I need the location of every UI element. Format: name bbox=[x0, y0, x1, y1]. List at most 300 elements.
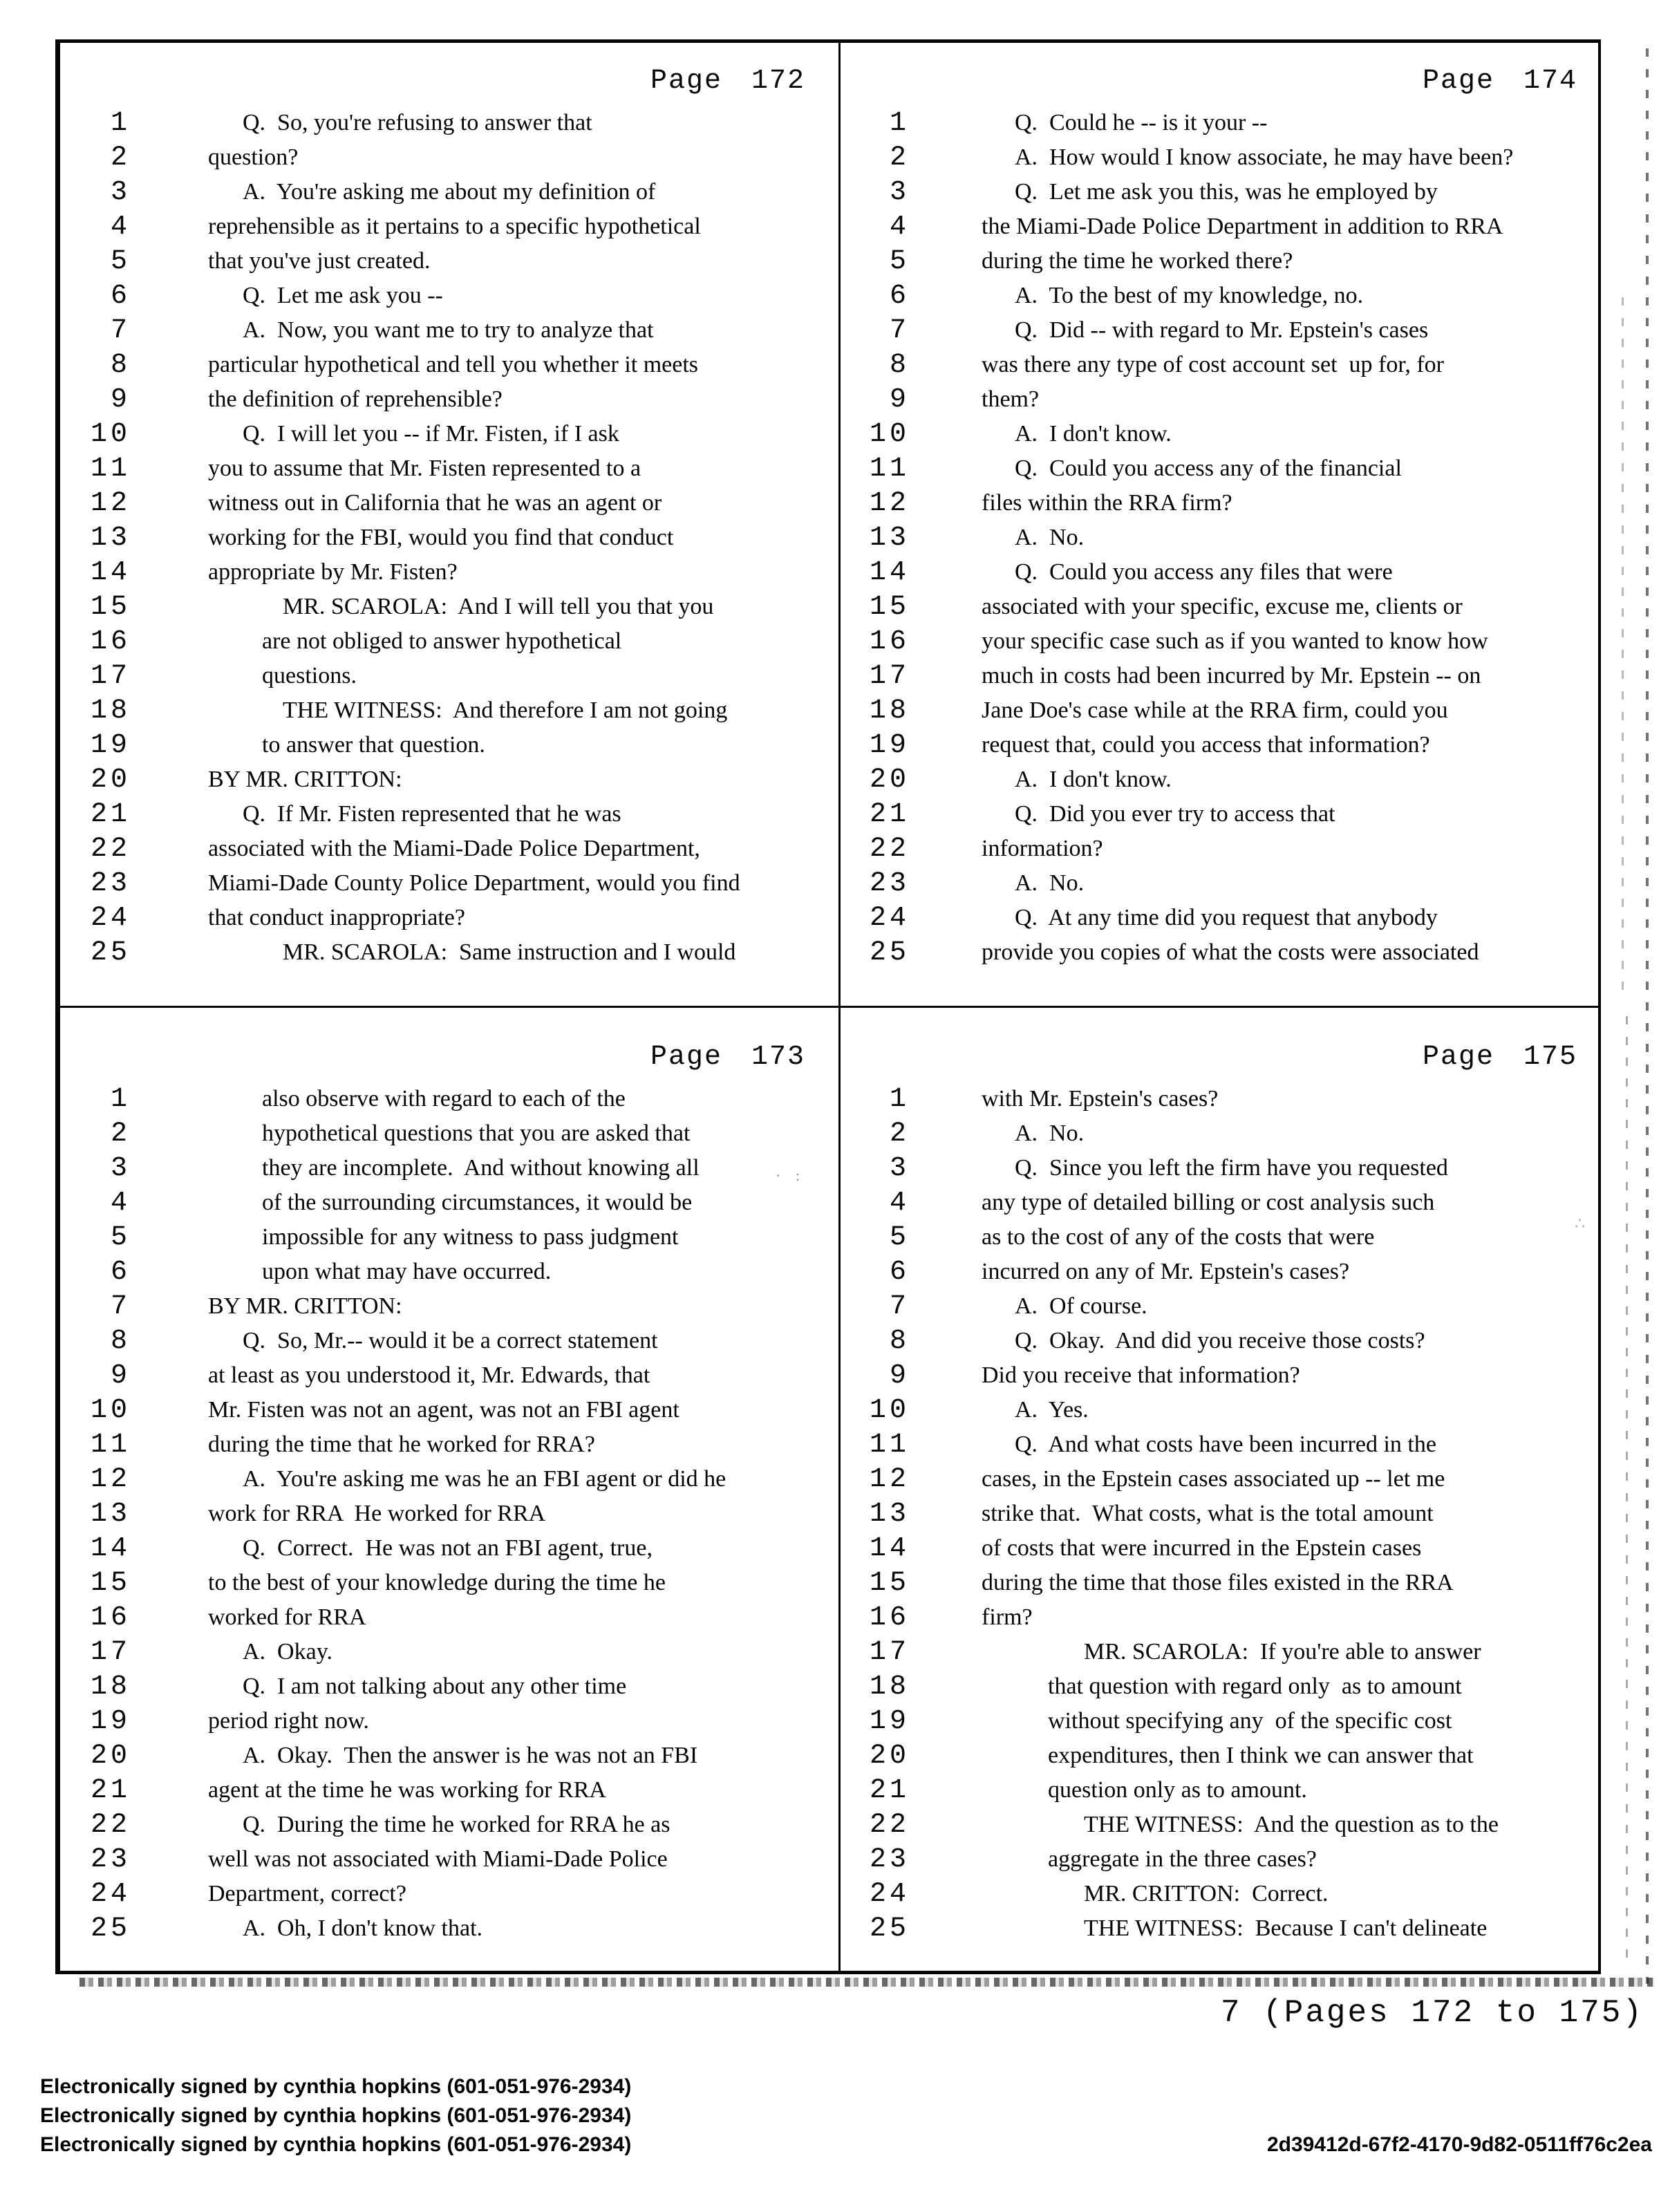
transcript-line bbox=[59, 175, 836, 209]
transcript-line bbox=[845, 1324, 1597, 1358]
transcript-line bbox=[845, 1842, 1597, 1877]
line-number: 23 bbox=[869, 868, 910, 899]
line-text: A. No. bbox=[1015, 1121, 1085, 1146]
line-text: you to assume that Mr. Fisten represented to a bbox=[208, 456, 641, 481]
line-number: 25 bbox=[90, 1913, 131, 1944]
transcript-line bbox=[845, 106, 1597, 140]
line-text: information? bbox=[982, 836, 1103, 861]
line-text: at least as you understood it, Mr. Edwards, that bbox=[208, 1362, 650, 1388]
transcript-line bbox=[59, 1289, 836, 1324]
transcript-line bbox=[59, 797, 836, 832]
transcript-page-175 bbox=[845, 1042, 1597, 1946]
line-text: incurred on any of Mr. Epstein's cases? bbox=[982, 1259, 1350, 1284]
line-number: 19 bbox=[869, 729, 910, 761]
line-text: A. Okay. Then the answer is he was not an FBI bbox=[243, 1743, 698, 1768]
line-text: also observe with regard to each of the bbox=[262, 1086, 626, 1112]
line-text: are not obliged to answer hypothetical bbox=[262, 628, 622, 654]
line-text: to answer that question. bbox=[262, 732, 485, 758]
line-number: 13 bbox=[90, 522, 131, 554]
line-text: Department, correct? bbox=[208, 1881, 406, 1906]
line-text: Q. Could you access any of the financial bbox=[1015, 456, 1402, 481]
line-number: 20 bbox=[869, 764, 910, 796]
transcript-line bbox=[59, 521, 836, 555]
line-text: that conduct inappropriate? bbox=[208, 905, 465, 930]
transcript-line bbox=[845, 1289, 1597, 1324]
transcript-line bbox=[845, 693, 1597, 728]
transcript-page-174 bbox=[845, 66, 1597, 970]
line-number: 15 bbox=[869, 591, 910, 623]
line-number: 14 bbox=[869, 1533, 910, 1564]
transcript-line bbox=[59, 313, 836, 348]
transcript-line bbox=[845, 935, 1597, 970]
signature-line: Electronically signed by cynthia hopkins (601-051-976-2934) bbox=[40, 2133, 632, 2156]
transcript-line bbox=[845, 762, 1597, 797]
transcript-line bbox=[59, 1255, 836, 1289]
transcript-page-172 bbox=[59, 66, 836, 970]
transcript-line bbox=[59, 1393, 836, 1427]
line-text: request that, could you access that information? bbox=[982, 732, 1430, 758]
line-text: Q. And what costs have been incurred in the bbox=[1015, 1432, 1436, 1457]
transcript-line bbox=[59, 209, 836, 244]
line-number: 8 bbox=[110, 349, 131, 381]
transcript-page-173 bbox=[59, 1042, 836, 1946]
transcript-line bbox=[845, 382, 1597, 417]
line-number: 21 bbox=[869, 798, 910, 830]
transcript-line bbox=[845, 797, 1597, 832]
line-number: 2 bbox=[110, 1118, 131, 1150]
page-174-header: Page 174 bbox=[1422, 66, 1577, 97]
line-text: agent at the time he was working for RRA bbox=[208, 1777, 606, 1803]
transcript-line bbox=[845, 244, 1597, 279]
line-number: 1 bbox=[110, 1083, 131, 1115]
transcript-line bbox=[845, 901, 1597, 935]
line-number: 25 bbox=[869, 937, 910, 968]
transcript-line bbox=[59, 1704, 836, 1738]
transcript-line bbox=[845, 866, 1597, 901]
transcript-line bbox=[845, 1116, 1597, 1151]
transcript-line bbox=[59, 1808, 836, 1842]
transcript-line bbox=[59, 1427, 836, 1462]
transcript-line bbox=[845, 1704, 1597, 1738]
line-number: 7 bbox=[889, 315, 910, 346]
line-text: BY MR. CRITTON: bbox=[208, 1293, 402, 1319]
line-text: THE WITNESS: Because I can't delineate bbox=[1084, 1915, 1488, 1941]
transcript-line bbox=[845, 175, 1597, 209]
line-number: 14 bbox=[90, 1533, 131, 1564]
transcript-line bbox=[59, 1116, 836, 1151]
line-number: 5 bbox=[889, 245, 910, 277]
transcript-line bbox=[845, 728, 1597, 762]
line-number: 16 bbox=[90, 626, 131, 657]
line-text: your specific case such as if you wanted to know how bbox=[982, 628, 1488, 654]
line-number: 19 bbox=[90, 1705, 131, 1737]
line-text: A. Oh, I don't know that. bbox=[243, 1915, 483, 1941]
transcript-line bbox=[845, 1427, 1597, 1462]
line-text: during the time that those files existed in the RRA bbox=[982, 1570, 1454, 1595]
line-text: Q. Correct. He was not an FBI agent, true, bbox=[243, 1535, 653, 1561]
line-text: period right now. bbox=[208, 1708, 369, 1734]
line-text: was there any type of cost account set up for, for bbox=[982, 352, 1444, 377]
line-text: working for the FBI, would you find that conduct bbox=[208, 525, 674, 550]
transcript-line bbox=[845, 1635, 1597, 1669]
line-text: Q. Okay. And did you receive those costs? bbox=[1015, 1328, 1425, 1353]
line-text: witness out in California that he was an agent or bbox=[208, 490, 662, 516]
transcript-line bbox=[59, 1082, 836, 1116]
line-text: much in costs had been incurred by Mr. Epstein -- on bbox=[982, 663, 1481, 688]
transcript-line bbox=[59, 106, 836, 140]
page-172-header: Page 172 bbox=[650, 66, 805, 97]
line-number: 18 bbox=[869, 1671, 910, 1703]
line-text: as to the cost of any of the costs that were bbox=[982, 1224, 1375, 1250]
scan-noise-right-margin bbox=[1646, 48, 1649, 1984]
line-number: 24 bbox=[869, 902, 910, 934]
transcript-line bbox=[59, 866, 836, 901]
line-number: 17 bbox=[869, 1636, 910, 1668]
line-text: A. No. bbox=[1015, 870, 1085, 896]
line-number: 8 bbox=[889, 1325, 910, 1357]
line-number: 6 bbox=[110, 280, 131, 312]
line-text: them? bbox=[982, 386, 1040, 412]
line-text: aggregate in the three cases? bbox=[1048, 1846, 1317, 1872]
footer-page-range: 7 (Pages 172 to 175) bbox=[1220, 1995, 1644, 2031]
line-number: 20 bbox=[869, 1740, 910, 1772]
line-number: 4 bbox=[889, 1187, 910, 1219]
transcript-line bbox=[59, 417, 836, 451]
line-text: any type of detailed billing or cost analysis such bbox=[982, 1190, 1435, 1215]
line-text: BY MR. CRITTON: bbox=[208, 767, 402, 792]
transcript-line bbox=[845, 659, 1597, 693]
line-text: A. Yes. bbox=[1015, 1397, 1089, 1423]
line-text: expenditures, then I think we can answer that bbox=[1048, 1743, 1474, 1768]
transcript-line bbox=[845, 555, 1597, 590]
transcript-line bbox=[845, 348, 1597, 382]
page-173-header: Page 173 bbox=[650, 1042, 805, 1073]
transcript-line bbox=[845, 1669, 1597, 1704]
line-number: 20 bbox=[90, 764, 131, 796]
line-number: 1 bbox=[889, 1083, 910, 1115]
transcript-line bbox=[59, 1358, 836, 1393]
transcript-line bbox=[59, 659, 836, 693]
line-number: 7 bbox=[110, 315, 131, 346]
line-text: of costs that were incurred in the Epstein cases bbox=[982, 1535, 1422, 1561]
line-text: Q. If Mr. Fisten represented that he was bbox=[243, 801, 621, 827]
line-number: 11 bbox=[90, 453, 131, 485]
transcript-line bbox=[845, 1773, 1597, 1808]
line-text: the Miami-Dade Police Department in addition to RRA bbox=[982, 214, 1503, 239]
transcript-line bbox=[845, 1531, 1597, 1566]
line-text: MR. SCAROLA: And I will tell you that you bbox=[283, 594, 714, 619]
line-number: 9 bbox=[889, 384, 910, 415]
transcript-line bbox=[59, 1669, 836, 1704]
line-number: 12 bbox=[90, 1463, 131, 1495]
transcript-line bbox=[59, 1738, 836, 1773]
line-text: that question with regard only as to amount bbox=[1048, 1674, 1462, 1699]
line-number: 22 bbox=[869, 833, 910, 865]
line-number: 10 bbox=[90, 418, 131, 450]
line-number: 5 bbox=[889, 1221, 910, 1253]
line-number: 11 bbox=[869, 453, 910, 485]
signature-line: Electronically signed by cynthia hopkins (601-051-976-2934) bbox=[40, 2075, 632, 2098]
line-number: 11 bbox=[869, 1429, 910, 1461]
transcript-line bbox=[59, 279, 836, 313]
line-text: cases, in the Epstein cases associated up -- let me bbox=[982, 1466, 1445, 1492]
line-text: Q. Did you ever try to access that bbox=[1015, 801, 1335, 827]
line-number: 25 bbox=[869, 1913, 910, 1944]
transcript-line bbox=[845, 1808, 1597, 1842]
line-text: A. No. bbox=[1015, 525, 1085, 550]
line-number: 24 bbox=[90, 1878, 131, 1910]
line-text: during the time that he worked for RRA? bbox=[208, 1432, 595, 1457]
transcript-line bbox=[59, 1531, 836, 1566]
transcript-line bbox=[845, 417, 1597, 451]
line-text: firm? bbox=[982, 1604, 1033, 1630]
line-text: upon what may have occurred. bbox=[262, 1259, 552, 1284]
scan-noise-inner-top bbox=[1622, 297, 1624, 999]
line-number: 13 bbox=[869, 1498, 910, 1530]
transcript-line bbox=[845, 624, 1597, 659]
line-text: Q. Since you left the firm have you requested bbox=[1015, 1155, 1448, 1181]
line-number: 6 bbox=[889, 1256, 910, 1288]
line-text: Q. Could he -- is it your -- bbox=[1015, 110, 1268, 135]
transcript-line bbox=[845, 1877, 1597, 1911]
line-number: 9 bbox=[110, 1360, 131, 1391]
line-text: Q. So, Mr.-- would it be a correct statement bbox=[243, 1328, 658, 1353]
line-number: 18 bbox=[90, 1671, 131, 1703]
line-number: 7 bbox=[110, 1291, 131, 1322]
line-number: 15 bbox=[90, 591, 131, 623]
transcript-line bbox=[845, 209, 1597, 244]
transcript-line bbox=[59, 1600, 836, 1635]
line-text: questions. bbox=[262, 663, 357, 688]
line-number: 17 bbox=[90, 1636, 131, 1668]
line-text: question only as to amount. bbox=[1048, 1777, 1307, 1803]
transcript-line bbox=[59, 451, 836, 486]
line-text: Jane Doe's case while at the RRA firm, could you bbox=[982, 697, 1448, 723]
line-text: Q. So, you're refusing to answer that bbox=[243, 110, 592, 135]
transcript-line bbox=[59, 1877, 836, 1911]
line-number: 21 bbox=[869, 1774, 910, 1806]
line-number: 5 bbox=[110, 245, 131, 277]
scan-noise-inner-bottom bbox=[1626, 1016, 1628, 1967]
transcript-line bbox=[59, 348, 836, 382]
line-number: 4 bbox=[889, 211, 910, 243]
transcript-line bbox=[59, 762, 836, 797]
transcript-line bbox=[59, 1462, 836, 1497]
transcript-line bbox=[59, 1151, 836, 1185]
line-number: 22 bbox=[90, 1809, 131, 1841]
line-number: 15 bbox=[869, 1567, 910, 1599]
transcript-line bbox=[59, 1566, 836, 1600]
transcript-line bbox=[845, 486, 1597, 521]
line-number: 22 bbox=[90, 833, 131, 865]
scan-noise-bottom-band bbox=[79, 1978, 1654, 1987]
page-175-header: Page 175 bbox=[1422, 1042, 1577, 1073]
transcript-line bbox=[59, 555, 836, 590]
line-text: they are incomplete. And without knowing all bbox=[262, 1155, 700, 1181]
line-number: 23 bbox=[90, 868, 131, 899]
line-text: MR. SCAROLA: Same instruction and I would bbox=[283, 939, 736, 965]
page-172-lines bbox=[59, 106, 836, 970]
scan-artifact-mark: · : bbox=[776, 1167, 805, 1184]
transcript-line bbox=[59, 728, 836, 762]
transcript-line bbox=[845, 279, 1597, 313]
line-number: 4 bbox=[110, 1187, 131, 1219]
transcript-line bbox=[845, 1497, 1597, 1531]
transcript-line bbox=[845, 590, 1597, 624]
transcript-line bbox=[845, 1738, 1597, 1773]
line-number: 2 bbox=[889, 142, 910, 174]
transcript-line bbox=[845, 1911, 1597, 1946]
line-number: 24 bbox=[869, 1878, 910, 1910]
line-text: with Mr. Epstein's cases? bbox=[982, 1086, 1219, 1112]
line-text: Q. Could you access any files that were bbox=[1015, 559, 1393, 585]
line-number: 2 bbox=[110, 142, 131, 174]
line-text: Q. I will let you -- if Mr. Fisten, if I ask bbox=[243, 421, 619, 447]
transcript-line bbox=[845, 1151, 1597, 1185]
line-number: 15 bbox=[90, 1567, 131, 1599]
line-number: 25 bbox=[90, 937, 131, 968]
line-text: A. I don't know. bbox=[1015, 767, 1172, 792]
transcript-line bbox=[59, 935, 836, 970]
line-number: 21 bbox=[90, 798, 131, 830]
line-text: strike that. What costs, what is the total amount bbox=[982, 1501, 1434, 1526]
page-175-lines bbox=[845, 1082, 1597, 1946]
line-number: 3 bbox=[889, 1152, 910, 1184]
line-text: worked for RRA bbox=[208, 1604, 366, 1630]
line-number: 20 bbox=[90, 1740, 131, 1772]
line-text: Q. At any time did you request that anybody bbox=[1015, 905, 1438, 930]
transcript-line bbox=[59, 1324, 836, 1358]
line-number: 8 bbox=[110, 1325, 131, 1357]
transcript-line bbox=[59, 1842, 836, 1877]
transcript-line bbox=[845, 1255, 1597, 1289]
line-number: 9 bbox=[110, 384, 131, 415]
line-text: the definition of reprehensible? bbox=[208, 386, 503, 412]
line-number: 10 bbox=[869, 418, 910, 450]
transcript-line bbox=[845, 1220, 1597, 1255]
transcript-line bbox=[845, 832, 1597, 866]
line-text: Mr. Fisten was not an agent, was not an FBI agent bbox=[208, 1397, 679, 1423]
line-number: 7 bbox=[889, 1291, 910, 1322]
line-number: 14 bbox=[869, 556, 910, 588]
line-number: 2 bbox=[889, 1118, 910, 1150]
transcript-line bbox=[59, 140, 836, 175]
line-text: appropriate by Mr. Fisten? bbox=[208, 559, 458, 585]
transcript-line bbox=[845, 1358, 1597, 1393]
line-text: without specifying any of the specific cost bbox=[1048, 1708, 1452, 1734]
line-text: question? bbox=[208, 144, 299, 170]
transcript-line bbox=[845, 140, 1597, 175]
signature-block bbox=[40, 2072, 631, 2159]
line-text: THE WITNESS: And the question as to the bbox=[1084, 1812, 1499, 1837]
line-number: 14 bbox=[90, 556, 131, 588]
line-number: 1 bbox=[889, 107, 910, 139]
line-number: 8 bbox=[889, 349, 910, 381]
line-number: 21 bbox=[90, 1774, 131, 1806]
line-text: MR. CRITTON: Correct. bbox=[1084, 1881, 1329, 1906]
line-text: A. I don't know. bbox=[1015, 421, 1172, 447]
transcript-line bbox=[59, 832, 836, 866]
transcript-line bbox=[845, 313, 1597, 348]
line-number: 6 bbox=[110, 1256, 131, 1288]
line-number: 17 bbox=[90, 660, 131, 692]
document-id: 2d39412d-67f2-4170-9d82-0511ff76c2ea bbox=[1266, 2133, 1652, 2156]
line-text: Q. During the time he worked for RRA he as bbox=[243, 1812, 670, 1837]
line-text: MR. SCAROLA: If you're able to answer bbox=[1084, 1639, 1481, 1665]
line-number: 23 bbox=[90, 1844, 131, 1875]
transcript-line bbox=[59, 486, 836, 521]
transcript-line bbox=[59, 1635, 836, 1669]
line-text: A. To the best of my knowledge, no. bbox=[1015, 283, 1364, 308]
line-number: 12 bbox=[90, 487, 131, 519]
transcript-line bbox=[59, 624, 836, 659]
line-text: Q. Let me ask you -- bbox=[243, 283, 443, 308]
page-174-lines bbox=[845, 106, 1597, 970]
line-number: 17 bbox=[869, 660, 910, 692]
line-number: 18 bbox=[90, 695, 131, 727]
line-number: 11 bbox=[90, 1429, 131, 1461]
line-number: 3 bbox=[110, 176, 131, 208]
line-text: of the surrounding circumstances, it would be bbox=[262, 1190, 693, 1215]
line-text: impossible for any witness to pass judgment bbox=[262, 1224, 679, 1250]
transcript-line bbox=[59, 590, 836, 624]
line-text: A. You're asking me about my definition of bbox=[243, 179, 656, 205]
line-number: 18 bbox=[869, 695, 910, 727]
line-number: 22 bbox=[869, 1809, 910, 1841]
page-173-lines bbox=[59, 1082, 836, 1946]
transcript-line bbox=[845, 1393, 1597, 1427]
line-number: 5 bbox=[110, 1221, 131, 1253]
line-text: A. Okay. bbox=[243, 1639, 332, 1665]
line-text: A. How would I know associate, he may have been? bbox=[1015, 144, 1514, 170]
line-text: Miami-Dade County Police Department, would you find bbox=[208, 870, 740, 896]
line-text: during the time he worked there? bbox=[982, 248, 1293, 274]
line-text: provide you copies of what the costs were associated bbox=[982, 939, 1479, 965]
transcript-line bbox=[59, 693, 836, 728]
transcript-line bbox=[845, 1185, 1597, 1220]
signature-line: Electronically signed by cynthia hopkins (601-051-976-2934) bbox=[40, 2104, 632, 2127]
line-number: 1 bbox=[110, 107, 131, 139]
transcript-line bbox=[845, 521, 1597, 555]
line-text: A. Of course. bbox=[1015, 1293, 1147, 1319]
transcript-line bbox=[845, 1462, 1597, 1497]
line-number: 12 bbox=[869, 487, 910, 519]
line-text: associated with the Miami-Dade Police Department, bbox=[208, 836, 700, 861]
line-text: Q. Let me ask you this, was he employed by bbox=[1015, 179, 1438, 205]
row-divider-line bbox=[55, 1006, 1601, 1008]
transcript-line bbox=[59, 901, 836, 935]
line-text: work for RRA He worked for RRA bbox=[208, 1501, 546, 1526]
transcript-line bbox=[59, 1911, 836, 1946]
line-text: well was not associated with Miami-Dade Police bbox=[208, 1846, 668, 1872]
line-number: 16 bbox=[869, 626, 910, 657]
line-number: 3 bbox=[889, 176, 910, 208]
line-text: files within the RRA firm? bbox=[982, 490, 1232, 516]
line-text: A. You're asking me was he an FBI agent or did he bbox=[243, 1466, 726, 1492]
line-text: Q. I am not talking about any other time bbox=[243, 1674, 627, 1699]
transcript-line bbox=[845, 451, 1597, 486]
line-text: THE WITNESS: And therefore I am not going bbox=[283, 697, 728, 723]
line-number: 12 bbox=[869, 1463, 910, 1495]
transcript-line bbox=[59, 382, 836, 417]
line-text: that you've just created. bbox=[208, 248, 431, 274]
line-number: 3 bbox=[110, 1152, 131, 1184]
line-number: 13 bbox=[90, 1498, 131, 1530]
line-number: 6 bbox=[889, 280, 910, 312]
line-number: 16 bbox=[90, 1602, 131, 1633]
line-text: hypothetical questions that you are asked that bbox=[262, 1121, 691, 1146]
line-number: 9 bbox=[889, 1360, 910, 1391]
